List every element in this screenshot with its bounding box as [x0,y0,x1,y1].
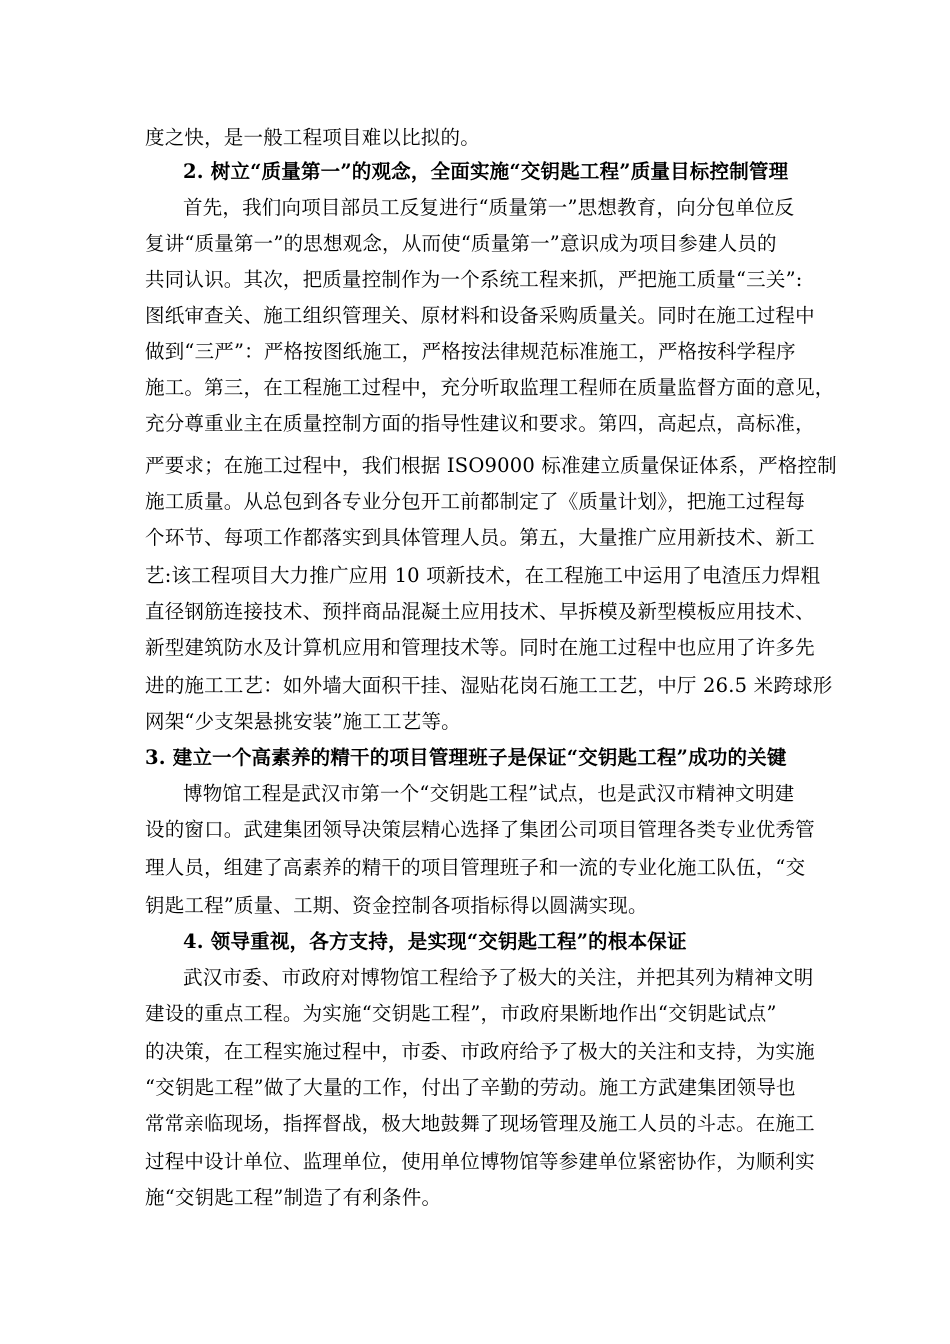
intro-line-1: 度之快，是一般工程项目难以比拟的。 [145,126,480,149]
section-3-line-4: 钥匙工程”质量、工期、资金控制各项指标得以圆满实现。 [145,894,648,917]
section-3-line-2: 设的窗口。武建集团领导决策层精心选择了集团公司项目管理各类专业优秀管 [145,818,815,841]
section-2-line-6: 施工。第三，在工程施工过程中，充分听取监理工程师在质量监督方面的意见， [145,376,835,399]
section-2-line-10: 个环节、每项工作都落实到具体管理人员。第五，大量推广应用新技术、新工 [145,526,815,549]
section-2-line-12: 直径钢筋连接技术、预拌商品混凝土应用技术、早拆模及新型模板应用技术、 [145,600,815,623]
section-2-line-13: 新型建筑防水及计算机应用和管理技术等。同时在施工过程中也应用了许多先 [145,636,815,659]
section-2-line-9: 施工质量。从总包到各专业分包开工前都制定了《质量计划》，把施工过程每 [145,490,806,513]
section-2-line-11: 艺:该工程项目大力推广应用 10 项新技术，在工程施工中运用了电渣压力焊粗 [145,564,821,587]
section-2-line-7: 充分尊重业主在质量控制方面的指导性建议和要求。第四，高起点，高标准， [145,412,815,435]
section-3-line-1: 博物馆工程是武汉市第一个“交钥匙工程”试点，也是武汉市精神文明建 [183,782,795,805]
section-2-line-3: 共同认识。其次，把质量控制作为一个系统工程来抓，严把施工质量“三关”: [145,268,803,291]
section-2-line-1: 首先，我们向项目部员工反复进行“质量第一”思想教育，向分包单位反 [183,196,795,219]
section-4-line-7: 施“交钥匙工程”制造了有利条件。 [145,1186,442,1209]
section-4-line-3: 的决策，在工程实施过程中，市委、市政府给予了极大的关注和支持，为实施 [145,1040,815,1063]
section-2-line-5: 做到“三严”：严格按图纸施工，严格按法律规范标准施工，严格按科学程序 [145,340,796,363]
section-2-line-8: 严要求；在施工过程中，我们根据 ISO9000 标准建立质量保证体系，严格控制 [145,454,837,477]
section-4-line-2: 建设的重点工程。为实施“交钥匙工程”，市政府果断地作出“交钥匙试点” [145,1002,777,1025]
section-3-line-3: 理人员，组建了高素养的精干的项目管理班子和一流的专业化施工队伍，“交 [145,856,806,879]
section-2-line-14: 进的施工工艺：如外墙大面积干挂、湿贴花岗石施工工艺，中厅 26.5 米跨球形 [145,674,833,697]
section-3-heading: 3. 建立一个高素养的精干的项目管理班子是保证“交钥匙工程”成功的关键 [145,746,787,769]
section-4-line-6: 过程中设计单位、监理单位，使用单位博物馆等参建单位紧密协作，为顺利实 [145,1150,815,1173]
section-2-line-4: 图纸审查关、施工组织管理关、原材料和设备采购质量关。同时在施工过程中 [145,304,815,327]
section-2-line-2: 复讲“质量第一”的思想观念，从而使“质量第一”意识成为项目参建人员的 [145,232,777,255]
section-4-line-1: 武汉市委、市政府对博物馆工程给予了极大的关注，并把其列为精神文明 [183,966,814,989]
section-4-heading: 4. 领导重视，各方支持，是实现“交钥匙工程”的根本保证 [183,930,687,953]
section-2-heading: 2. 树立“质量第一”的观念，全面实施“交钥匙工程”质量目标控制管理 [183,160,789,183]
section-4-line-4: “交钥匙工程”做了大量的工作，付出了辛勤的劳动。施工方武建集团领导也 [145,1076,796,1099]
section-4-line-5: 常常亲临现场，指挥督战，极大地鼓舞了现场管理及施工人员的斗志。在施工 [145,1112,815,1135]
section-2-line-15: 网架“少支架悬挑安装”施工工艺等。 [145,710,461,733]
